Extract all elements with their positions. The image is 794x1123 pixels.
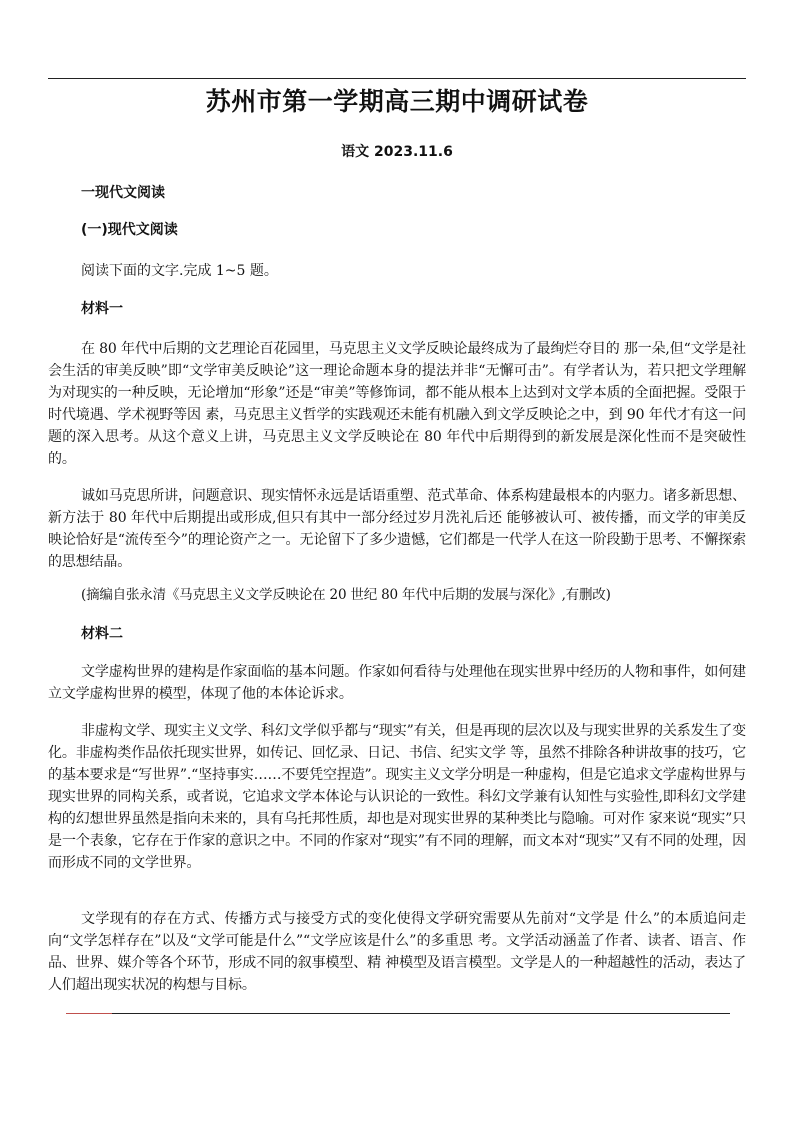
reading-instruction: 阅读下面的文字.完成 1~5 题。 xyxy=(81,263,278,279)
subject-date: 语文 2023.11.6 xyxy=(341,144,453,160)
footer-rule-accent xyxy=(66,1013,112,1014)
material-1-paragraph: 在 80 年代中后期的文艺理论百花园里，马克思主义文学反映论最终成为了最绚烂夺目的 那一朵,但“文学是社会生活的审美反映”即“文学审美反映论”这一理论命题本身的提法并非“无懈可击”。有学者认为，若只把文学理解为对现实的一种反映，无论增加“形象”还是“审美”等修饰词，都不能从根本上达到对文学本质的全面把握。受限于时代境遇、学术视野等因 素，马克思主义哲学的实践观还未能有机融入到文学反映论之中，到 90 年代才有这一问题的深入思考。从这个意义上讲，马克思主义文学反映论在 80 年代中后期得到的新发展是深化性而不是突破性的。 xyxy=(48,341,746,467)
header-rule xyxy=(48,78,746,79)
section-heading: 一现代文阅读 xyxy=(81,185,165,201)
material-1-heading: 材料一 xyxy=(81,301,123,317)
material-1-paragraph: 诚如马克思所讲，问题意识、现实情怀永远是话语重塑、范式革命、体系构建最根本的内驱力。诸多新思想、新方法于 80 年代中后期提出或形成,但只有其中一部分经过岁月洗礼后还 能够被认可、被传播，而文学的审美反映论恰好是“流传至今”的理论资产之一。无论留下了多少遗憾，它们都是一代学人在这一阶段勤于思考、不懈探索的思想结晶。 xyxy=(48,488,746,570)
material-2-paragraph: 文学虚构世界的建构是作家面临的基本问题。作家如何看待与处理他在现实世界中经历的人物和事件，如何建立文学虚构世界的模型，体现了他的本体论诉求。 xyxy=(48,664,746,702)
material-2-paragraph: 文学现有的存在方式、传播方式与接受方式的变化使得文学研究需要从先前对“文学是 什么”的本质追问走向“文学怎样存在”以及“文学可能是什么”“文学应该是什么”的多重思 考。文学活动涵盖了作者、读者、语言、作品、世界、媒介等各个环节，形成不同的叙事模型、精 神模型及语言模型。文学是人的一种超越性的活动，表达了人们超出现实状况的构想与目标。 xyxy=(48,911,746,993)
subsection-heading: (一)现代文阅读 xyxy=(81,222,178,238)
material-2-heading: 材料二 xyxy=(81,626,123,642)
material-1-source: (摘编自张永清《马克思主义文学反映论在 20 世纪 80 年代中后期的发展与深化》,有删改) xyxy=(81,587,611,603)
material-2-paragraph: 非虚构文学、现实主义文学、科幻文学似乎都与“现实”有关，但是再现的层次以及与现实世界的关系发生了变化。非虚构类作品依托现实世界，如传记、回忆录、日记、书信、纪实文学 等，虽然不排除各种讲故事的技巧，它的基本要求是“写世界”.“坚持事实……不要凭空捏造”。现实主义文学分明是一种虚构，但是它追求文学虚构世界与现实世界的同构关系，或者说，它追求文学本体论与认识论的一致性。科幻文学兼有认知性与实验性,即科幻文学建构的幻想世界虽然是指向未来的，具有乌托邦性质，却也是对现实世界的某种类比与隐喻。可对作 家来说“现实”只是一个表象，它存在于作家的意识之中。不同的作家对“现实”有不同的理解，而文本对“现实”又有不同的处理，因而形成不同的文学世界。 xyxy=(48,723,746,871)
footer-rule xyxy=(66,1013,730,1014)
page-title: 苏州市第一学期高三期中调研试卷 xyxy=(205,87,589,116)
